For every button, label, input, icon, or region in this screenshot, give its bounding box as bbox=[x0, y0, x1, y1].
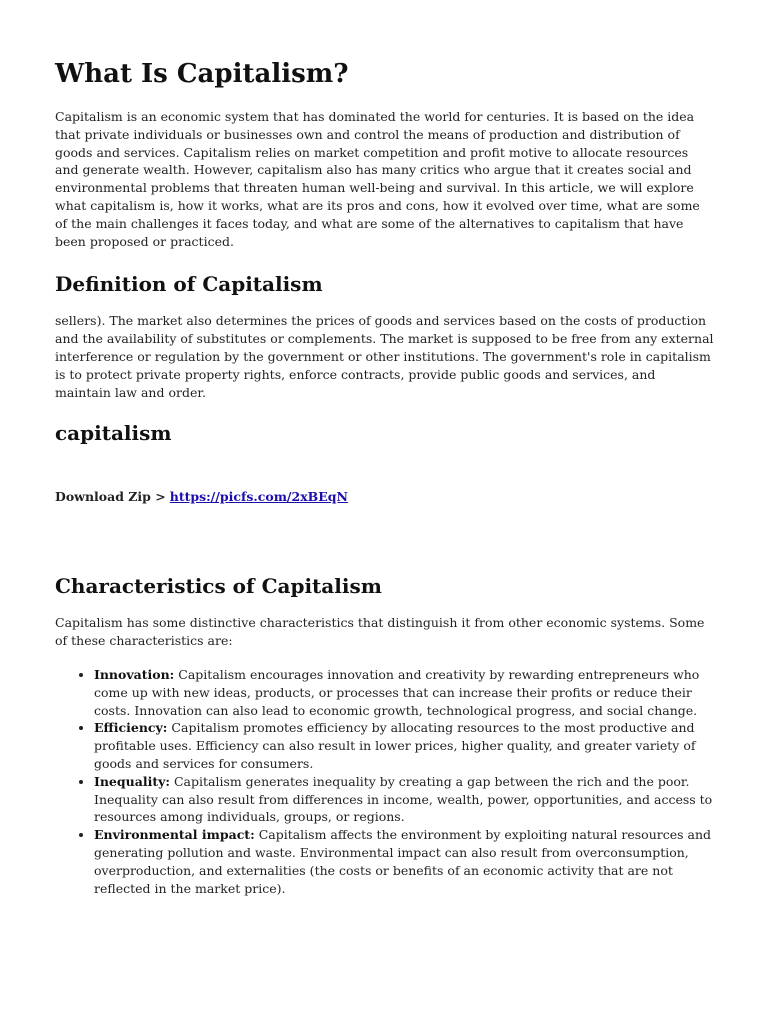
capitalism-heading: capitalism bbox=[55, 421, 172, 446]
list-item-text: Capitalism affects the environment by exploiting natural resources and generating pollution and waste. Environmental impact can also result from overconsumption, overproduction, and externalities (the costs or benefits of an economic activity that are not reflected in the market price). bbox=[94, 827, 712, 896]
list-item-text: Capitalism encourages innovation and creativity by rewarding entrepreneurs who come up with new ideas, products, or processes that can increase their profits or reduce their costs. Innovation can also lead to economic growth, technological progress, and social change. bbox=[94, 666, 700, 718]
download-link[interactable]: https://picfs.com/2xBEqN bbox=[169, 489, 348, 505]
list-item-text: Capitalism promotes efficiency by allocating resources to the most productive and profitable uses. Efficiency can also result in lower prices, higher quality, and greater variety of goods and services for consumers. bbox=[94, 720, 696, 771]
download-line bbox=[55, 488, 715, 506]
list-item bbox=[94, 826, 715, 897]
characteristics-list bbox=[55, 666, 715, 897]
list-item bbox=[94, 773, 715, 826]
list-item bbox=[94, 666, 715, 719]
list-item-text: Capitalism generates inequality by creating a gap between the rich and the poor. Inequality can also result from differences in income, wealth, power, opportunities, and access to resources among individuals, groups, or regions. bbox=[94, 773, 713, 825]
definition-paragraph: sellers). The market also determines the prices of goods and services based on the costs of production and the availability of substitutes or complements. The market is supposed to be free from any external interference or regulation by the government or other institutions. The government's role in capitalism is to protect private property rights, enforce contracts, provide public goods and services, and maintain law and order. bbox=[55, 313, 714, 400]
list-item bbox=[94, 719, 715, 772]
page-title: What Is Capitalism? bbox=[55, 59, 349, 89]
characteristics-heading: Characteristics of Capitalism bbox=[55, 574, 382, 599]
download-label: Download Zip > bbox=[55, 489, 166, 505]
characteristics-intro: Capitalism has some distinctive characteristics that distinguish it from other economic systems. Some of these characteristics are: bbox=[55, 615, 705, 649]
list-item-term: Inequality: bbox=[94, 773, 170, 789]
list-item-term: Innovation: bbox=[94, 666, 175, 682]
list-item-term: Environmental impact: bbox=[94, 827, 255, 843]
document-page bbox=[55, 58, 715, 897]
intro-paragraph: Capitalism is an economic system that has dominated the world for centuries. It is based on the idea that private individuals or businesses own and control the means of production and distribution of goods and services. Capitalism relies on market competition and profit motive to allocate resources and generate wealth. However, capitalism also has many critics who argue that it creates social and environmental problems that threaten human well-being and survival. In this article, we will explore what capitalism is, how it works, what are its pros and cons, how it evolved over time, what are some of the main challenges it faces today, and what are some of the alternatives to capitalism that have been proposed or practiced. bbox=[55, 109, 700, 249]
list-item-term: Efficiency: bbox=[94, 720, 168, 736]
definition-heading: Definition of Capitalism bbox=[55, 272, 323, 297]
